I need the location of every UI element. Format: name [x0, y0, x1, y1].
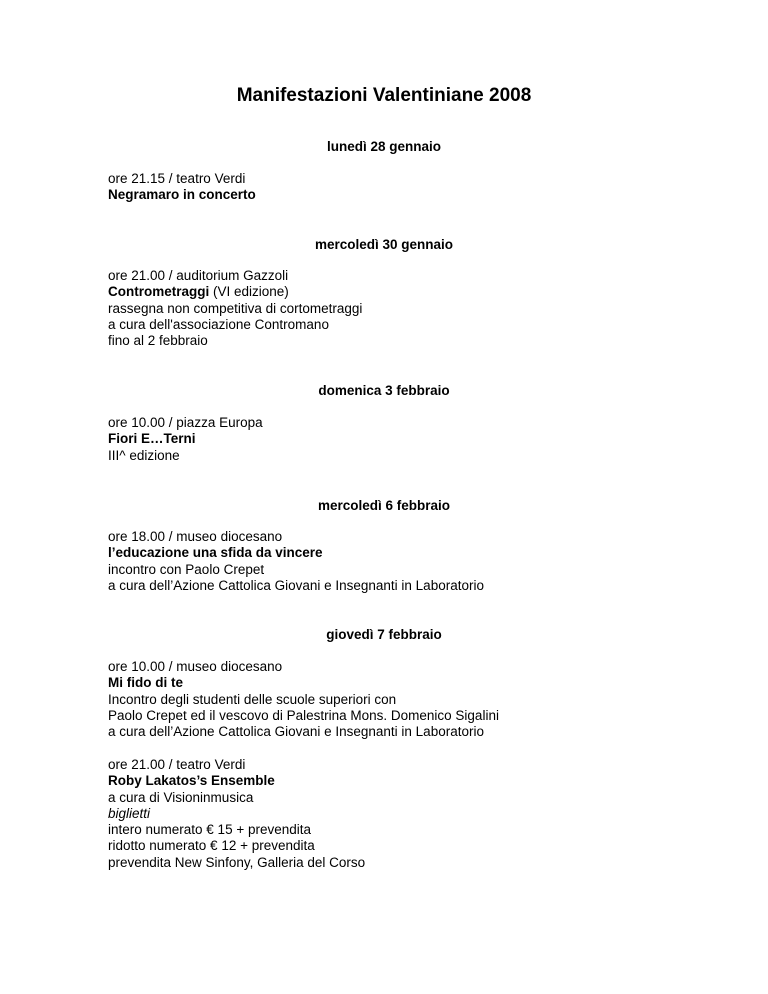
event-entry	[108, 171, 728, 204]
event-name: Negramaro in concerto	[108, 187, 256, 203]
event-title-line	[108, 284, 728, 300]
event-time-place: ore 21.00 / auditorium Gazzoli	[108, 268, 289, 283]
date-heading: lunedì 28 gennaio	[326, 139, 442, 154]
event-detail: incontro con Paolo Crepet	[108, 561, 265, 577]
event-name: Mi fido di te	[108, 675, 183, 691]
event-detail: fino al 2 febbraio	[108, 333, 208, 349]
event-time-place: ore 18.00 / museo diocesano	[108, 529, 283, 544]
event-detail: Paolo Crepet ed il vescovo di Palestrina Mons. Domenico Sigalini	[108, 707, 499, 723]
event-name: Roby Lakatos’s Ensemble	[108, 773, 275, 789]
event-detail: Incontro degli studenti delle scuole superiori con	[108, 691, 397, 707]
event-detail: a cura dell’Azione Cattolica Giovani e Insegnanti in Laboratorio	[108, 577, 484, 593]
event-detail: rassegna non competitiva di cortometraggi	[108, 300, 363, 316]
event-name: Contrometraggi	[108, 284, 210, 300]
event-name: l’educazione una sfida da vincere	[108, 545, 323, 561]
document-title: Manifestazioni Valentiniane 2008	[236, 85, 532, 106]
event-time-place: ore 21.00 / teatro Verdi	[108, 757, 246, 772]
tickets-label: biglietti	[108, 805, 151, 821]
date-heading: domenica 3 febbraio	[318, 383, 450, 398]
ticket-info: prevendita New Sinfony, Galleria del Corso	[108, 854, 366, 870]
date-heading: mercoledì 6 febbraio	[317, 498, 451, 513]
event-entry	[108, 529, 728, 594]
event-time-place: ore 10.00 / museo diocesano	[108, 659, 283, 674]
event-entry	[108, 415, 728, 464]
event-entry	[108, 659, 728, 740]
date-heading: mercoledì 30 gennaio	[314, 237, 454, 252]
ticket-info: ridotto numerato € 12 + prevendita	[108, 838, 315, 854]
event-detail: a cura dell'associazione Contromano	[108, 316, 329, 332]
event-detail: a cura di Visioninmusica	[108, 789, 254, 805]
event-time-place: ore 10.00 / piazza Europa	[108, 415, 263, 430]
event-detail: III^ edizione	[108, 447, 180, 463]
event-entry	[108, 757, 728, 871]
event-name: Fiori E…Terni	[108, 431, 196, 447]
event-time-place: ore 21.15 / teatro Verdi	[108, 171, 246, 186]
event-detail: a cura dell’Azione Cattolica Giovani e Insegnanti in Laboratorio	[108, 724, 484, 740]
date-heading: giovedì 7 febbraio	[326, 627, 442, 642]
event-name-suffix: (VI edizione)	[209, 284, 289, 300]
event-entry	[108, 268, 728, 349]
ticket-info: intero numerato € 15 + prevendita	[108, 822, 312, 838]
